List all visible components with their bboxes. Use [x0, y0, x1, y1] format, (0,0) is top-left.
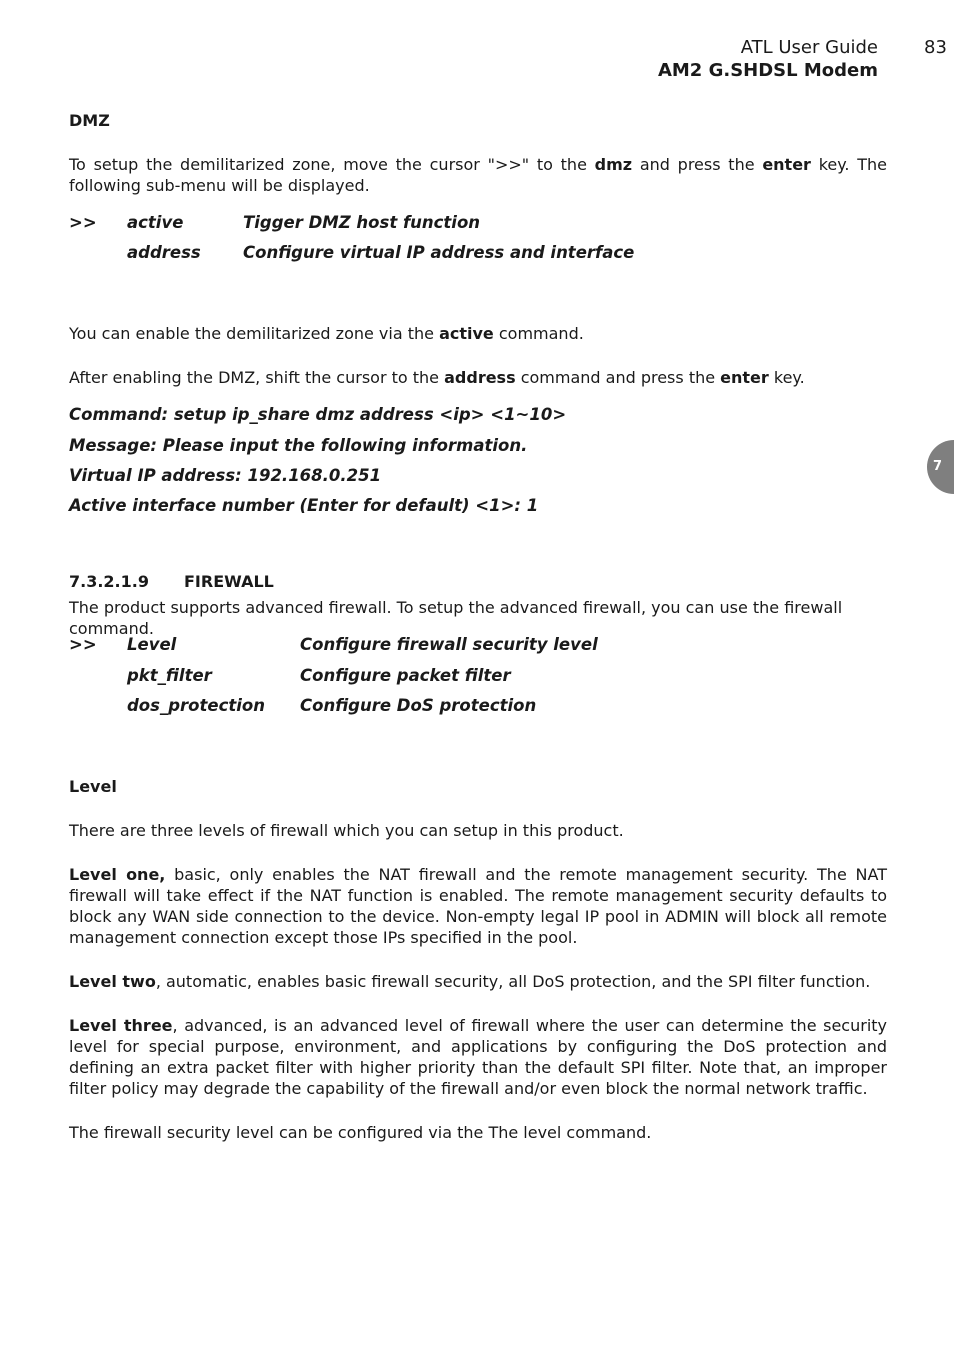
dmz-intro-text-1: To setup the demilitarized zone, move the cursor ">>" to the: [69, 155, 595, 174]
command-line: Active interface number (Enter for default) <1>: 1: [69, 496, 539, 515]
dmz-menu-marker: >>: [69, 213, 97, 232]
dmz-after-bold-address: address: [444, 368, 516, 387]
firewall-section-title: FIREWALL: [184, 572, 274, 591]
dmz-menu-desc: Configure virtual IP address and interface: [243, 243, 635, 262]
firewall-menu-marker: >>: [69, 635, 97, 654]
dmz-intro-text-2: and press the: [632, 155, 763, 174]
level-two-text: , automatic, enables basic firewall security, all DoS protection, and the SPI filter function.: [155, 972, 871, 991]
command-line: Command: setup ip_share dmz address <ip> <1~10>: [69, 405, 567, 424]
firewall-intro: The product supports advanced firewall. To setup the advanced firewall, you can use the firewall command.: [69, 598, 843, 638]
level-one-text: basic, only enables the NAT firewall and the remote management security. The NAT firewall will take effect if the NAT function is enabled. The remote management security defaults to block any WAN side connection to the device. Non-empty legal IP pool in ADMIN will block all remote management connection except those IPs specified in the pool.: [69, 865, 887, 947]
level-intro: There are three levels of firewall which you can setup in this product.: [69, 821, 624, 840]
dmz-enable-text-1: You can enable the demilitarized zone via the: [69, 324, 440, 343]
dmz-intro-paragraph: [69, 154, 887, 196]
level-three-text: , advanced, is an advanced level of firewall where the user can determine the security level for special purpose, environment, and applications by configuring the DoS protection and defining an extra packet filter with higher priority than the default SPI filter. Note that, an improper filter policy may degrade the capability of the firewall and/or even block the normal network traffic.: [69, 1016, 888, 1098]
dmz-after-text-1: After enabling the DMZ, shift the cursor to the: [69, 368, 445, 387]
dmz-after-paragraph: [69, 367, 887, 388]
firewall-menu-desc: Configure packet filter: [300, 666, 511, 685]
header-subtitle: AM2 G.SHDSL Modem: [657, 60, 878, 81]
dmz-intro-bold-enter: enter: [762, 155, 811, 174]
dmz-after-bold-enter: enter: [720, 368, 769, 387]
level-three-paragraph: [69, 1015, 887, 1099]
dmz-menu-cmd: address: [127, 243, 201, 262]
level-heading: Level: [69, 777, 117, 796]
level-one-label: Level one,: [69, 865, 166, 884]
level-three-label: Level three: [69, 1016, 173, 1035]
dmz-after-text-2: command and press the: [515, 368, 721, 387]
firewall-section-number: 7.3.2.1.9: [69, 572, 149, 591]
dmz-after-text-3: key.: [768, 368, 805, 387]
dmz-intro-text-3: key. The following sub-menu will be displayed.: [69, 155, 887, 195]
dmz-enable-text-2: command.: [493, 324, 584, 343]
header-title: ATL User Guide: [740, 37, 878, 58]
dmz-menu-cmd: active: [127, 213, 184, 232]
dmz-menu-desc: Tigger DMZ host function: [243, 213, 481, 232]
chapter-tab-label: 7: [933, 459, 943, 474]
command-line: Virtual IP address: 192.168.0.251: [69, 466, 382, 485]
page-number: 83: [924, 37, 947, 58]
level-one-paragraph: [69, 864, 887, 948]
dmz-heading: DMZ: [69, 111, 110, 130]
firewall-menu-desc: Configure DoS protection: [300, 696, 537, 715]
firewall-menu-cmd: pkt_filter: [127, 666, 212, 685]
dmz-enable-paragraph: [69, 323, 887, 344]
firewall-menu-cmd: Level: [127, 635, 177, 654]
command-line: Message: Please input the following information.: [69, 436, 528, 455]
dmz-intro-bold-dmz: dmz: [594, 155, 633, 174]
level-two-paragraph: [69, 971, 887, 992]
chapter-tab: [927, 440, 954, 494]
dmz-enable-bold-active: active: [439, 324, 494, 343]
level-closing: The firewall security level can be configured via the The level command.: [69, 1123, 652, 1142]
level-two-label: Level two: [69, 972, 156, 991]
firewall-menu-cmd: dos_protection: [127, 696, 265, 715]
firewall-menu-desc: Configure firewall security level: [300, 635, 598, 654]
